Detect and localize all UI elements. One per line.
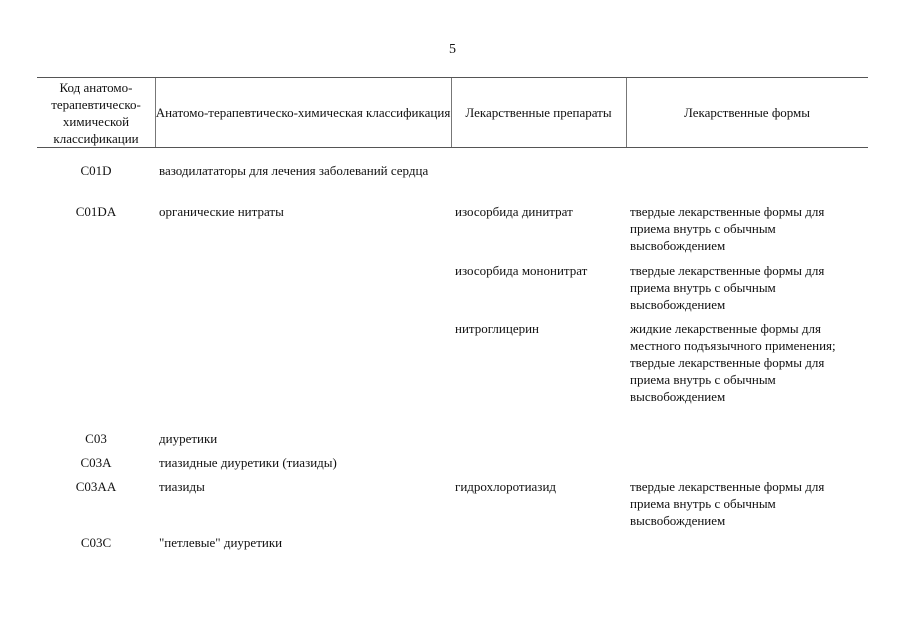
row-drug: изосорбида мононитрат xyxy=(455,263,588,278)
row-form: твердые лекарственные формы для приема внутрь с обычным высвобождением xyxy=(630,263,825,312)
row-classification: органические нитраты xyxy=(159,204,284,219)
row-code: C01D xyxy=(80,163,112,178)
header-forms-text: Лекарственные формы xyxy=(683,105,811,120)
table-header-rule xyxy=(37,147,868,148)
row-classification: диуретики xyxy=(159,431,218,446)
header-drugs-text: Лекарственные препараты xyxy=(465,105,612,120)
row-code: C03A xyxy=(80,455,112,470)
row-code: C01DA xyxy=(75,204,117,219)
row-code: C03 xyxy=(85,431,107,446)
header-classification-text: Анатомо-терапевтическо-химическая классификация xyxy=(155,105,451,120)
row-classification: "петлевые" диуретики xyxy=(159,535,283,550)
header-code-text: Код анатомо-терапевтическо-химической классификации xyxy=(51,79,141,146)
row-drug: нитроглицерин xyxy=(455,321,540,336)
header-code xyxy=(37,78,155,147)
header-drugs xyxy=(451,78,626,147)
page-number: 5 xyxy=(449,42,456,57)
row-form: жидкие лекарственные формы для местного подъязычного применения; твердые лекарственные формы для приема внутрь с обычным высвобождением xyxy=(630,321,836,404)
row-drug: гидрохлоротиазид xyxy=(455,479,557,494)
row-code: C03C xyxy=(80,535,112,550)
row-form: твердые лекарственные формы для приема внутрь с обычным высвобождением xyxy=(630,479,825,528)
row-code: C03AA xyxy=(75,479,117,494)
row-form: твердые лекарственные формы для приема внутрь с обычным высвобождением xyxy=(630,204,825,253)
header-classification xyxy=(155,78,451,147)
row-classification: тиазидные диуретики (тиазиды) xyxy=(159,455,337,470)
row-drug: изосорбида динитрат xyxy=(455,204,573,219)
row-classification: вазодилататоры для лечения заболеваний сердца xyxy=(159,163,429,178)
header-forms xyxy=(626,78,868,147)
row-classification: тиазиды xyxy=(159,479,205,494)
